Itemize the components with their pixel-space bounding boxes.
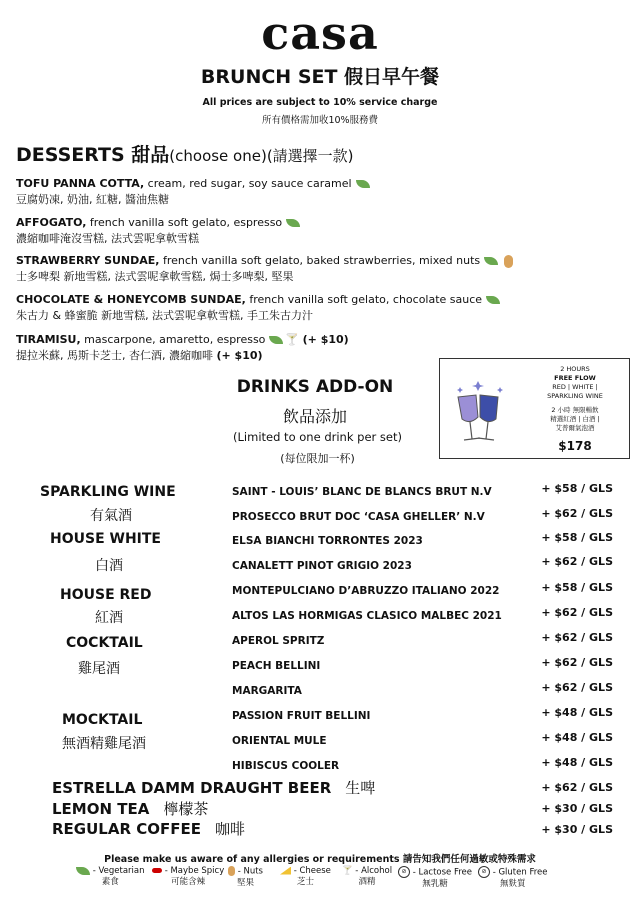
dessert-item	[16, 332, 349, 364]
beer-item	[52, 777, 375, 798]
dessert-zh: 朱古力 & 蜂蜜脆 新地雪糕, 法式雲呢拿軟雪糕, 手工朱古力汁	[16, 309, 314, 322]
drinks-heading-zh: 飲品添加	[282, 407, 347, 426]
legend-lactose-free	[398, 866, 472, 890]
legend-label-zh: 可能含辣	[171, 877, 206, 887]
leaf-icon	[76, 867, 90, 875]
drink-name: CANALETT PINOT GRIGIO 2023	[232, 560, 412, 572]
chili-icon	[152, 868, 162, 873]
free-flow-types-zh: 精選紅酒 | 白酒 |	[550, 415, 600, 423]
drink-price: + $62 / GLS	[541, 681, 613, 694]
legend-label: - Vegetarian	[92, 866, 145, 876]
lactose-free-icon: ⊘	[398, 866, 410, 878]
legend-label: - Gluten Free	[492, 867, 548, 878]
drink-name: PASSION FRUIT BELLINI	[232, 710, 371, 722]
desserts-choose-note: (choose one)(請選擇一款)	[169, 147, 354, 165]
drink-price: + $62 / GLS	[541, 656, 613, 669]
legend-label: - Nuts	[237, 866, 263, 877]
beer-name: ESTRELLA DAMM DRAUGHT BEER	[52, 779, 332, 797]
legend-vegetarian	[76, 866, 144, 888]
beer-name-zh: 生啤	[345, 779, 376, 797]
legend-label: - Lactose Free	[412, 867, 473, 878]
legend-label-zh: 酒精	[358, 877, 376, 887]
category-white: HOUSE WHITE	[50, 531, 161, 547]
leaf-icon	[269, 336, 283, 344]
drink-name: PEACH BELLINI	[232, 660, 321, 672]
legend-alcohol	[342, 866, 392, 888]
category-sparkling-zh: 有氣酒	[90, 508, 132, 524]
lemon-tea-name: LEMON TEA	[52, 800, 150, 818]
category-red-zh: 紅酒	[95, 610, 123, 626]
free-flow-types-2: SPARKLING WINE	[547, 392, 603, 400]
category-red: HOUSE RED	[60, 587, 152, 603]
dessert-desc: french vanilla soft gelato, espresso	[86, 216, 283, 229]
drink-price: + $58 / GLS	[541, 482, 613, 495]
drink-price: + $58 / GLS	[541, 581, 613, 594]
leaf-icon	[356, 180, 370, 188]
legend-label: - Alcohol	[355, 866, 393, 876]
dessert-desc: mascarpone, amaretto, espresso	[80, 333, 266, 346]
drink-name: MARGARITA	[232, 685, 302, 697]
dessert-name: TOFU PANNA COTTA,	[16, 177, 145, 190]
category-mocktail-zh: 無酒精雞尾酒	[62, 736, 146, 752]
logo: casa	[261, 6, 379, 60]
drink-name: ALTOS LAS HORMIGAS CLASICO MALBEC 2021	[232, 610, 502, 622]
drink-name: APEROL SPRITZ	[232, 635, 325, 647]
dessert-zh: 豆腐奶凍, 奶油, 紅糖, 醬油焦糖	[16, 193, 169, 206]
dessert-name: TIRAMISU,	[16, 333, 81, 346]
free-flow-hours-zh: 2 小時 無限暢飲	[551, 406, 599, 414]
lemon-tea-name-zh: 檸檬茶	[163, 800, 209, 818]
dessert-name: STRAWBERRY SUNDAE,	[16, 254, 160, 267]
legend-label-zh: 無麩質	[499, 878, 526, 889]
page-title: BRUNCH SET 假日早午餐	[200, 66, 440, 88]
allergy-note: Please make us aware of any allergies or requirements 請告知我們任何過敏或特殊需求	[104, 854, 536, 865]
legend-label: - Cheese	[293, 866, 331, 876]
drinks-limit-note: (Limited to one drink per set)	[233, 430, 402, 444]
beer-price: + $62 / GLS	[541, 781, 613, 794]
drink-price: + $48 / GLS	[541, 756, 613, 769]
dessert-item	[16, 176, 370, 208]
legend-spicy	[152, 866, 224, 888]
drink-name: MONTEPULCIANO D’ABRUZZO ITALIANO 2022	[232, 585, 500, 597]
drinks-limit-note-zh: (每位限加一杯)	[280, 452, 355, 465]
dessert-zh: 濃縮咖啡淹沒雪糕, 法式雲呢拿軟雪糕	[16, 232, 199, 245]
glass-icon: 🍸	[342, 866, 353, 876]
dessert-surcharge: (+ $10)	[302, 333, 349, 346]
legend-label: - Maybe Spicy	[164, 866, 225, 876]
dessert-zh: 士多啤梨 新地雪糕, 法式雲呢拿軟雪糕, 焗士多啤梨, 堅果	[16, 270, 294, 283]
category-mocktail: MOCKTAIL	[62, 712, 143, 728]
dessert-name: AFFOGATO,	[16, 216, 87, 229]
coffee-item	[52, 818, 245, 839]
dessert-item	[16, 253, 513, 285]
free-flow-price: $178	[558, 439, 592, 453]
category-sparkling: SPARKLING WINE	[40, 484, 176, 500]
category-white-zh: 白酒	[95, 558, 123, 574]
drinks-heading: DRINKS ADD-ON	[236, 377, 394, 397]
drink-name: ELSA BIANCHI TORRONTES 2023	[232, 535, 423, 547]
legend-label-zh: 素食	[101, 877, 119, 887]
nut-icon	[228, 866, 235, 876]
dessert-desc: cream, red sugar, soy sauce caramel	[144, 177, 352, 190]
leaf-icon	[484, 257, 498, 265]
dessert-zh: 提拉米蘇, 馬斯卡芝士, 杏仁酒, 濃縮咖啡	[16, 349, 213, 362]
drink-price: + $58 / GLS	[541, 531, 613, 544]
glass-icon: 🍸	[285, 333, 300, 346]
coffee-name-zh: 咖啡	[214, 820, 245, 838]
lemon-tea-price: + $30 / GLS	[541, 802, 613, 815]
drink-name: ORIENTAL MULE	[232, 735, 327, 747]
wine-glasses-icon	[448, 377, 514, 445]
free-flow-label: FREE FLOW	[554, 374, 596, 382]
drink-price: + $62 / GLS	[541, 606, 613, 619]
drink-name: HIBISCUS COOLER	[232, 760, 340, 772]
leaf-icon	[286, 219, 300, 227]
dessert-item	[16, 292, 500, 324]
desserts-title: DESSERTS 甜品	[16, 144, 170, 166]
legend-nuts	[228, 866, 263, 889]
free-flow-types: RED | WHITE |	[552, 383, 598, 391]
drink-price: + $62 / GLS	[541, 555, 613, 568]
dessert-surcharge-zh: (+ $10)	[216, 349, 263, 362]
nut-icon	[504, 255, 513, 268]
lemon-tea-item	[52, 798, 208, 819]
category-cocktail-zh: 雞尾酒	[78, 661, 120, 677]
drink-price: + $48 / GLS	[541, 731, 613, 744]
free-flow-hours: 2 HOURS	[560, 365, 590, 373]
drink-price: + $62 / GLS	[541, 631, 613, 644]
coffee-name: REGULAR COFFEE	[52, 820, 201, 838]
legend-label-zh: 堅果	[236, 877, 254, 888]
legend-cheese	[280, 866, 331, 888]
free-flow-box	[439, 358, 630, 459]
leaf-icon	[486, 296, 500, 304]
legend-label-zh: 無乳糖	[422, 878, 448, 889]
drink-price: + $48 / GLS	[541, 706, 613, 719]
drink-price: + $62 / GLS	[541, 507, 613, 520]
free-flow-types-zh-2: 艾普爾氣泡酒	[555, 424, 595, 432]
legend-label-zh: 芝士	[296, 877, 314, 887]
drink-name: PROSECCO BRUT DOC ‘CASA GHELLER’ N.V	[232, 511, 485, 523]
service-note-zh: 所有價格需加收10%服務費	[261, 115, 379, 126]
gluten-free-icon: ⊘	[478, 866, 490, 878]
dessert-desc: french vanilla soft gelato, baked strawberries, mixed nuts	[159, 254, 481, 267]
cheese-icon	[280, 867, 291, 875]
category-cocktail: COCKTAIL	[66, 635, 143, 651]
drink-name: SAINT - LOUIS’ BLANC DE BLANCS BRUT N.V	[232, 486, 492, 498]
dessert-item	[16, 215, 300, 247]
service-note-en: All prices are subject to 10% service charge	[202, 97, 438, 108]
desserts-heading	[16, 140, 354, 167]
coffee-price: + $30 / GLS	[541, 823, 613, 836]
dessert-name: CHOCOLATE & HONEYCOMB SUNDAE,	[16, 293, 246, 306]
legend-gluten-free	[478, 866, 548, 890]
dessert-desc: french vanilla soft gelato, chocolate sauce	[245, 293, 483, 306]
